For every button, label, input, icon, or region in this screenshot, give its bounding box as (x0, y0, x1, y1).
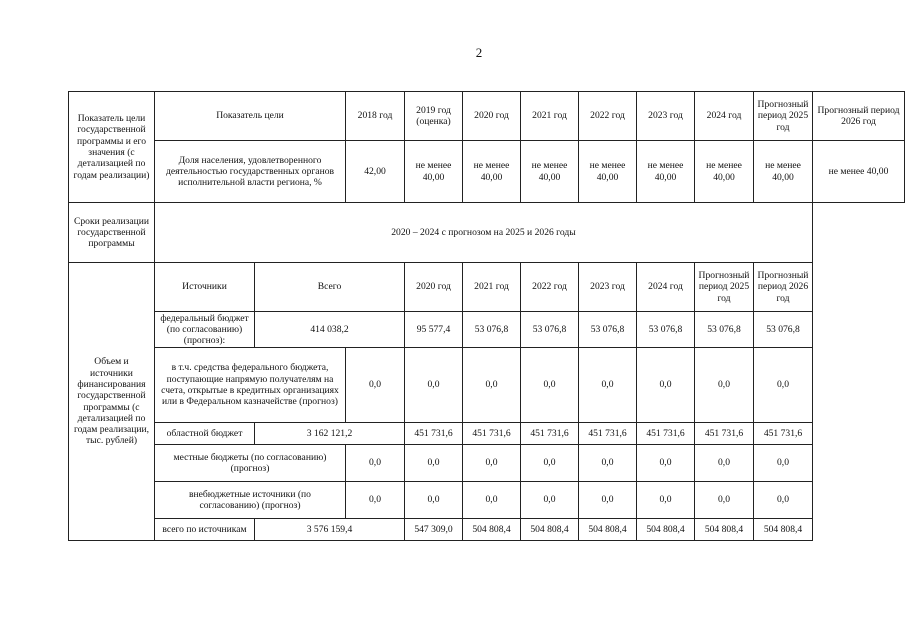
goal-value: не менее 40,00 (695, 141, 754, 203)
funding-source-name: внебюджетные источники (по согласованию) (прогноз) (155, 482, 346, 519)
funding-value: 0,0 (405, 445, 463, 482)
funding-value: 504 808,4 (521, 519, 579, 541)
funding-value: 53 076,8 (754, 312, 813, 348)
funding-value: 95 577,4 (405, 312, 463, 348)
funding-value: 451 731,6 (695, 423, 754, 445)
goal-year-header: 2024 год (695, 92, 754, 141)
funding-value: 504 808,4 (754, 519, 813, 541)
goal-header-row (69, 92, 905, 141)
funding-value: 0,0 (637, 445, 695, 482)
funding-value: 53 076,8 (463, 312, 521, 348)
goal-year-header: Прогнозный период 2025 год (754, 92, 813, 141)
goal-value-row (69, 141, 905, 203)
funding-value: 0,0 (695, 445, 754, 482)
funding-sources-header: Источники (155, 263, 255, 312)
funding-value: 504 808,4 (463, 519, 521, 541)
funding-value: 53 076,8 (521, 312, 579, 348)
funding-section-label: Объем и источники финансирования государственной программы (с детализацией по годам реализации, тыс. рублей) (69, 263, 155, 541)
funding-value: 0,0 (521, 348, 579, 423)
funding-value: 0,0 (463, 348, 521, 423)
funding-value: 451 731,6 (579, 423, 637, 445)
program-passport-table (68, 91, 905, 541)
goal-year-header: 2023 год (637, 92, 695, 141)
goal-year-header: 2022 год (579, 92, 637, 141)
funding-value: 0,0 (521, 445, 579, 482)
funding-year-header: Прогнозный период 2025 год (695, 263, 754, 312)
funding-source-name: в т.ч. средства федерального бюджета, поступающие напрямую получателям на счета, открытые в кредитных организациях или в Федеральном казначействе (прогноз) (155, 348, 346, 423)
goal-value: не менее 40,00 (813, 141, 905, 203)
funding-value: 0,0 (463, 482, 521, 519)
funding-value: 0,0 (463, 445, 521, 482)
goal-value: не менее 40,00 (463, 141, 521, 203)
goal-value: не менее 40,00 (754, 141, 813, 203)
funding-row-total (69, 519, 905, 541)
funding-value: 451 731,6 (463, 423, 521, 445)
funding-value: 0,0 (521, 482, 579, 519)
funding-total: 414 038,2 (255, 312, 405, 348)
funding-value: 0,0 (637, 482, 695, 519)
funding-value: 53 076,8 (637, 312, 695, 348)
terms-row (69, 203, 905, 263)
funding-value: 53 076,8 (695, 312, 754, 348)
funding-year-header: Прогнозный период 2026 год (754, 263, 813, 312)
funding-row-local (69, 445, 905, 482)
funding-row-extrabudgetary (69, 482, 905, 519)
funding-row-regional (69, 423, 905, 445)
funding-year-header: 2022 год (521, 263, 579, 312)
funding-value: 504 808,4 (579, 519, 637, 541)
funding-value: 0,0 (754, 348, 813, 423)
funding-total: 0,0 (346, 348, 405, 423)
goal-indicator-name: Доля населения, удовлетворенного деятельностью государственных органов исполнительной власти региона, % (155, 141, 346, 203)
goal-year-header: 2021 год (521, 92, 579, 141)
funding-value: 504 808,4 (695, 519, 754, 541)
funding-header-row (69, 263, 905, 312)
funding-year-header: 2024 год (637, 263, 695, 312)
funding-value: 451 731,6 (637, 423, 695, 445)
goal-year-header: 2019 год (оценка) (405, 92, 463, 141)
goal-section-label: Показатель цели государственной программы и его значения (с детализацией по годам реализации) (69, 92, 155, 203)
funding-value: 547 309,0 (405, 519, 463, 541)
goal-value: не менее 40,00 (521, 141, 579, 203)
funding-value: 451 731,6 (754, 423, 813, 445)
funding-source-name: областной бюджет (155, 423, 255, 445)
funding-value: 0,0 (579, 348, 637, 423)
funding-row-federal (69, 312, 905, 348)
funding-total-header: Всего (255, 263, 405, 312)
funding-source-name: федеральный бюджет (по согласованию) (прогноз): (155, 312, 255, 348)
funding-year-header: 2021 год (463, 263, 521, 312)
terms-section-label: Сроки реализации государственной программы (69, 203, 155, 263)
funding-source-name: всего по источникам (155, 519, 255, 541)
funding-value: 451 731,6 (405, 423, 463, 445)
funding-value: 451 731,6 (521, 423, 579, 445)
funding-year-header: 2020 год (405, 263, 463, 312)
funding-value: 0,0 (695, 348, 754, 423)
funding-value: 0,0 (579, 482, 637, 519)
goal-indicator-header: Показатель цели (155, 92, 346, 141)
funding-year-header: 2023 год (579, 263, 637, 312)
goal-year-header: Прогнозный период 2026 год (813, 92, 905, 141)
funding-value: 504 808,4 (637, 519, 695, 541)
terms-value: 2020 – 2024 с прогнозом на 2025 и 2026 годы (155, 203, 813, 263)
goal-year-header: 2020 год (463, 92, 521, 141)
goal-year-header: 2018 год (346, 92, 405, 141)
funding-value: 0,0 (579, 445, 637, 482)
funding-total: 0,0 (346, 482, 405, 519)
funding-value: 0,0 (405, 482, 463, 519)
funding-value: 0,0 (695, 482, 754, 519)
goal-value: не менее 40,00 (637, 141, 695, 203)
funding-value: 0,0 (754, 445, 813, 482)
funding-row-federal-direct (69, 348, 905, 423)
funding-source-name: местные бюджеты (по согласованию) (прогноз) (155, 445, 346, 482)
funding-value: 0,0 (637, 348, 695, 423)
goal-value: не менее 40,00 (579, 141, 637, 203)
funding-value: 0,0 (405, 348, 463, 423)
funding-value: 53 076,8 (579, 312, 637, 348)
funding-total: 0,0 (346, 445, 405, 482)
goal-value: 42,00 (346, 141, 405, 203)
funding-value: 0,0 (754, 482, 813, 519)
goal-value: не менее 40,00 (405, 141, 463, 203)
funding-total: 3 576 159,4 (255, 519, 405, 541)
page-number: 2 (475, 45, 483, 60)
funding-total: 3 162 121,2 (255, 423, 405, 445)
